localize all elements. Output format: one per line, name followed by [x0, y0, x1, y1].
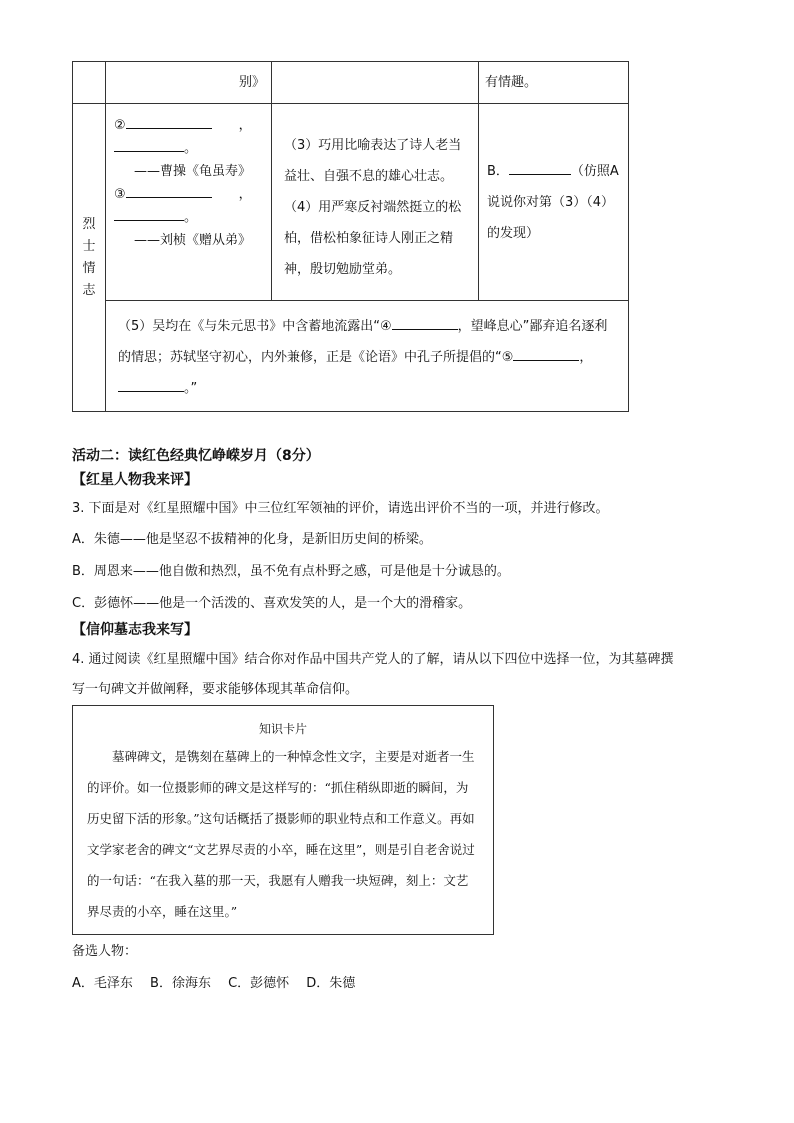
category-char: 士 [82, 238, 96, 254]
blank-marker: ② [114, 118, 126, 133]
question-3: 3. 下面是对《红星照耀中国》中三位红军领袖的评价，请选出评价不当的一项，并进行修改。 [72, 501, 609, 516]
table-cell-empty [73, 62, 106, 104]
category-char: 烈 [82, 216, 96, 232]
blank-2b[interactable] [114, 137, 184, 152]
table-cell-empty [272, 62, 479, 104]
instruction-text: （仿照A说说你对第（3）（4）的发现） [487, 164, 619, 241]
table-cell: 别》 [106, 62, 272, 104]
option-a: A．朱德——他是坚忍不拔精神的化身，是新旧历史间的桥梁。 [72, 532, 432, 547]
blank-b[interactable] [509, 160, 571, 175]
candidates-list: A．毛泽东 B．徐海东 C．彭德怀 D．朱德 [72, 976, 356, 991]
sub-heading: 【红星人物我来评】 [72, 472, 198, 488]
poem-source: ——刘桢《赠从弟》 [134, 233, 252, 248]
blank-3b[interactable] [114, 206, 184, 221]
blank-3a[interactable] [126, 183, 212, 198]
category-char: 志 [82, 282, 96, 298]
discovery-cell [479, 104, 629, 301]
comma: ， [579, 350, 593, 365]
section-heading: 活动二：读红色经典忆峥嵘岁月（8分） [72, 448, 320, 464]
candidates-label: 备选人物： [72, 944, 138, 959]
table-row [73, 301, 629, 412]
paragraph-text: 。” [184, 381, 198, 396]
option-b: B．周恩来——他自傲和热烈，虽不免有点朴野之感，可是他是十分诚恳的。 [72, 564, 510, 579]
paragraph-text: ，望峰息心”鄙弃追名逐利的情思；苏轼坚守初心，内外兼修，正是《论语》中孔子所提倡的“⑤ [118, 319, 608, 365]
question-4-line1: 4. 通过阅读《红星照耀中国》结合你对作品中国共产党人的了解，请从以下四位中选择一位，为其墓碑撰 [72, 652, 674, 667]
category-cell [73, 104, 106, 412]
blank-2a[interactable] [126, 114, 212, 129]
fill-line [114, 114, 267, 137]
table-cell: 有情趣。 [479, 62, 629, 104]
poem-fill-cell [106, 104, 272, 301]
fill-line [114, 206, 267, 229]
option-c: C．彭德怀——他是一个活泼的、喜欢发笑的人，是一个大的滑稽家。 [72, 596, 472, 611]
table-row [73, 104, 629, 301]
blank-5a[interactable] [513, 346, 579, 361]
comma: ， [238, 118, 252, 133]
category-char: 情 [82, 260, 96, 276]
blank-5b[interactable] [118, 377, 184, 392]
sub-heading: 【信仰墓志我来写】 [72, 622, 198, 638]
comma: ， [238, 187, 252, 202]
card-title: 知识卡片 [258, 722, 307, 736]
option-prefix: B． [487, 164, 509, 179]
table-row [73, 62, 629, 104]
question-4-line2: 写一句碑文并做阐释，要求能够体现其革命信仰。 [72, 682, 359, 697]
card-body: 墓碑碑文，是镌刻在墓碑上的一种悼念性文字，主要是对逝者一生的评价。如一位摄影师的碑文是这样写的：“抓住稍纵即逝的瞬间，为历史留下活的形象。”这句话概括了摄影师的职业特点和工作意义。再如文学家老舍的碑文“文艺界尽责的小卒，睡在这里”，则是引自老舍说过的一句话：“在我入墓的那一天，我愿有人赠我一块短碑，刻上：文艺界尽责的小卒，睡在这里。” [87, 749, 475, 919]
analysis-cell: （3）巧用比喻表达了诗人老当益壮、自强不息的雄心壮志。（4）用严寒反衬端然挺立的松柏，借松柏象征诗人刚正之精神，殷切勉励堂弟。 [272, 104, 479, 301]
fill-line [114, 183, 267, 206]
fill-line [114, 137, 267, 160]
blank-4[interactable] [392, 315, 458, 330]
poetry-table [72, 61, 629, 412]
knowledge-card [72, 705, 494, 935]
blank-marker: ③ [114, 187, 126, 202]
fill-paragraph-cell [106, 301, 629, 412]
paragraph-text: （5）吴均在《与朱元思书》中含蓄地流露出“④ [118, 319, 392, 334]
poem-source: ——曹操《龟虽寿》 [134, 164, 252, 179]
period: 。 [184, 210, 198, 225]
period: 。 [184, 141, 198, 156]
